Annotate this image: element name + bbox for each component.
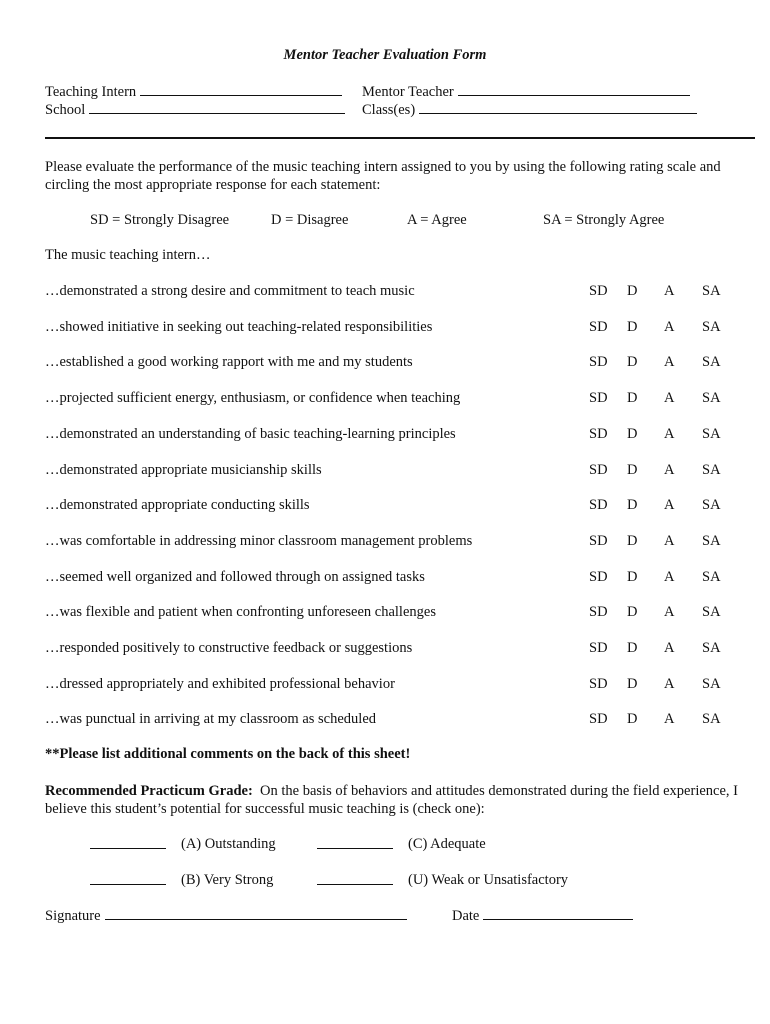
statement-text: …projected sufficient energy, enthusiasm, or confidence when teaching: [45, 390, 461, 406]
statement-row: [45, 711, 725, 729]
rating-option-sd[interactable]: SD: [589, 533, 608, 549]
statement-text: …responded positively to constructive feedback or suggestions: [45, 640, 413, 656]
rating-option-sd[interactable]: SD: [589, 640, 608, 656]
mentor-teacher-field[interactable]: [362, 83, 690, 101]
rating-option-a[interactable]: A: [664, 640, 675, 656]
comments-note: **Please list additional comments on the back of this sheet!: [45, 746, 411, 762]
statement-text: …was comfortable in addressing minor classroom management problems: [45, 533, 473, 549]
grade-paragraph: [45, 782, 745, 818]
classes-label: Class(es): [362, 102, 416, 118]
form-title: Mentor Teacher Evaluation Form: [283, 47, 487, 63]
rating-option-sd[interactable]: SD: [589, 676, 608, 692]
school-label: School: [45, 102, 86, 118]
rating-option-sd[interactable]: SD: [589, 390, 608, 406]
statement-text: …established a good working rapport with me and my students: [45, 354, 413, 370]
rating-option-a[interactable]: A: [664, 354, 675, 370]
statement-row: [45, 604, 725, 622]
rating-option-d[interactable]: D: [627, 426, 638, 442]
rating-option-d[interactable]: D: [627, 354, 638, 370]
statement-text: …seemed well organized and followed through on assigned tasks: [45, 569, 425, 585]
grade-a-label: (A) Outstanding: [181, 836, 276, 852]
grade-text: On the basis of behaviors and attitudes demonstrated during the field experience, I believe this student’s potential for successful music teaching is (check one):: [45, 783, 738, 817]
date-blank[interactable]: [483, 907, 633, 920]
statement-row: [45, 319, 725, 337]
rating-option-sa[interactable]: SA: [702, 640, 721, 656]
rating-option-a[interactable]: A: [664, 426, 675, 442]
rating-option-sa[interactable]: SA: [702, 604, 721, 620]
statement-row: [45, 283, 725, 301]
rating-scale-legend: [0, 212, 770, 230]
rating-option-sa[interactable]: SA: [702, 283, 721, 299]
rating-option-a[interactable]: A: [664, 604, 675, 620]
rating-option-d[interactable]: D: [627, 604, 638, 620]
grade-heading: Recommended Practicum Grade:: [45, 783, 253, 799]
rating-option-a[interactable]: A: [664, 533, 675, 549]
rating-option-d[interactable]: D: [627, 569, 638, 585]
rating-option-a[interactable]: A: [664, 319, 675, 335]
rating-option-a[interactable]: A: [664, 390, 675, 406]
rating-option-d[interactable]: D: [627, 390, 638, 406]
rating-option-a[interactable]: A: [664, 711, 675, 727]
rating-option-sd[interactable]: SD: [589, 462, 608, 478]
teaching-intern-label: Teaching Intern: [45, 84, 137, 100]
grade-b-blank[interactable]: [90, 872, 166, 885]
grade-c-blank[interactable]: [317, 836, 393, 849]
rating-option-sa[interactable]: SA: [702, 711, 721, 727]
header-divider: [45, 137, 755, 139]
statement-row: [45, 497, 725, 515]
signature-field[interactable]: [45, 907, 407, 925]
date-label: Date: [452, 908, 480, 924]
scale-d: D = Disagree: [271, 212, 349, 228]
rating-option-sa[interactable]: SA: [702, 676, 721, 692]
signature-label: Signature: [45, 908, 101, 924]
grade-c-label: (C) Adequate: [408, 836, 486, 852]
statement-text: …dressed appropriately and exhibited professional behavior: [45, 676, 395, 692]
date-field[interactable]: [452, 907, 633, 925]
statement-row: [45, 354, 725, 372]
grade-u-label: (U) Weak or Unsatisfactory: [408, 872, 569, 888]
rating-option-sa[interactable]: SA: [702, 533, 721, 549]
rating-option-sa[interactable]: SA: [702, 319, 721, 335]
rating-option-sd[interactable]: SD: [589, 497, 608, 513]
rating-option-a[interactable]: A: [664, 283, 675, 299]
statement-row: [45, 533, 725, 551]
mentor-teacher-label: Mentor Teacher: [362, 84, 454, 100]
rating-option-sd[interactable]: SD: [589, 569, 608, 585]
rating-option-a[interactable]: A: [664, 497, 675, 513]
rating-option-sd[interactable]: SD: [589, 604, 608, 620]
classes-blank[interactable]: [419, 101, 697, 114]
teaching-intern-blank[interactable]: [140, 83, 342, 96]
grade-a-blank[interactable]: [90, 836, 166, 849]
statement-text: …demonstrated a strong desire and commitment to teach music: [45, 283, 415, 299]
statement-row: [45, 462, 725, 480]
statement-row: [45, 676, 725, 694]
school-blank[interactable]: [89, 101, 345, 114]
rating-option-sa[interactable]: SA: [702, 569, 721, 585]
rating-option-d[interactable]: D: [627, 283, 638, 299]
rating-option-d[interactable]: D: [627, 533, 638, 549]
rating-option-d[interactable]: D: [627, 497, 638, 513]
rating-option-a[interactable]: A: [664, 676, 675, 692]
rating-option-sa[interactable]: SA: [702, 354, 721, 370]
classes-field[interactable]: [362, 101, 697, 119]
grade-u-blank[interactable]: [317, 872, 393, 885]
statement-text: …demonstrated appropriate musicianship skills: [45, 462, 322, 478]
grade-row-2: [0, 872, 770, 890]
rating-option-d[interactable]: D: [627, 319, 638, 335]
rating-option-sa[interactable]: SA: [702, 390, 721, 406]
rating-option-sd[interactable]: SD: [589, 283, 608, 299]
statement-row: [45, 569, 725, 587]
rating-option-sd[interactable]: SD: [589, 426, 608, 442]
rating-option-sa[interactable]: SA: [702, 462, 721, 478]
rating-option-d[interactable]: D: [627, 640, 638, 656]
statement-row: [45, 390, 725, 408]
rating-option-d[interactable]: D: [627, 676, 638, 692]
grade-row-1: [0, 836, 770, 854]
statement-row: [45, 640, 725, 658]
rating-option-sa[interactable]: SA: [702, 426, 721, 442]
statement-text: …demonstrated appropriate conducting skills: [45, 497, 310, 513]
rating-option-sa[interactable]: SA: [702, 497, 721, 513]
grade-b-label: (B) Very Strong: [181, 872, 274, 888]
signature-blank[interactable]: [105, 907, 407, 920]
scale-sd: SD = Strongly Disagree: [90, 212, 230, 228]
rating-option-d[interactable]: D: [627, 711, 638, 727]
teaching-intern-field[interactable]: [45, 83, 342, 101]
mentor-teacher-blank[interactable]: [458, 83, 690, 96]
instructions: Please evaluate the performance of the music teaching intern assigned to you by using the following rating scale and circling the most appropriate response for each statement:: [45, 159, 721, 193]
rating-option-sd[interactable]: SD: [589, 319, 608, 335]
rating-option-d[interactable]: D: [627, 462, 638, 478]
lead-in-text: The music teaching intern…: [45, 247, 211, 263]
scale-sa: SA = Strongly Agree: [543, 212, 665, 228]
statement-text: …was punctual in arriving at my classroom as scheduled: [45, 711, 377, 727]
rating-option-sd[interactable]: SD: [589, 354, 608, 370]
statement-row: [45, 426, 725, 444]
school-field[interactable]: [45, 101, 345, 119]
rating-option-a[interactable]: A: [664, 569, 675, 585]
statement-text: …showed initiative in seeking out teaching-related responsibilities: [45, 319, 433, 335]
statement-text: …was flexible and patient when confronting unforeseen challenges: [45, 604, 436, 620]
scale-a: A = Agree: [407, 212, 467, 228]
rating-option-sd[interactable]: SD: [589, 711, 608, 727]
statement-text: …demonstrated an understanding of basic teaching-learning principles: [45, 426, 456, 442]
rating-option-a[interactable]: A: [664, 462, 675, 478]
